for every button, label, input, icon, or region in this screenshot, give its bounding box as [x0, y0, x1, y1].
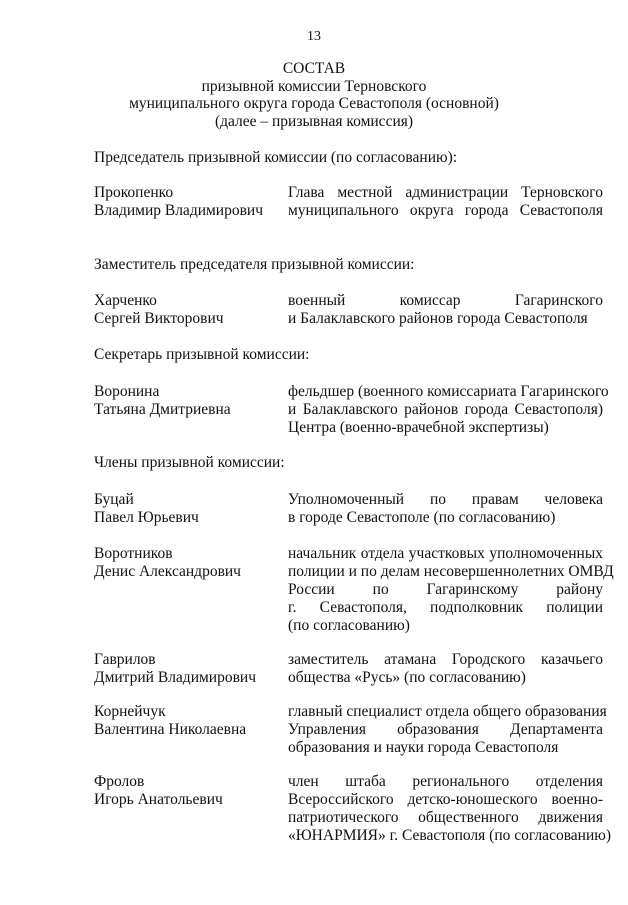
person-name: [94, 545, 284, 581]
description-line: Всероссийского детско-юношеского военно-: [288, 791, 603, 808]
person-name: [94, 383, 284, 419]
description-line: заместитель атамана Городского казачьего: [288, 651, 603, 668]
given-names: Павел Юрьевич: [94, 509, 199, 526]
given-names: Денис Александрович: [94, 563, 241, 580]
position-description: [288, 491, 603, 527]
description-line: главный специалист отдела общего образования: [288, 703, 607, 720]
position-description: [288, 292, 603, 328]
description-line: полиции и по делам несовершеннолетних ОМВД: [288, 563, 614, 580]
person-name: [94, 651, 284, 687]
description-line: военный комиссар Гагаринского: [288, 292, 603, 309]
description-line: (по согласованию): [288, 617, 410, 634]
description-line: в городе Севастополе (по согласованию): [288, 509, 556, 526]
description-line: России по Гагаринскому району: [288, 581, 603, 598]
section-heading-members: Члены призывной комиссии:: [94, 454, 285, 471]
section-heading-chairman: Председатель призывной комиссии (по согласованию):: [94, 149, 458, 166]
description-line: «ЮНАРМИЯ» г. Севастополя (по согласованию): [288, 827, 612, 844]
person-name: [94, 703, 284, 739]
surname: Гаврилов: [94, 651, 156, 668]
description-line: и Балаклавского районов города Севастополя): [288, 401, 603, 418]
given-names: Владимир Владимирович: [94, 202, 264, 219]
description-line: общества «Русь» (по согласованию): [288, 669, 526, 686]
description-line: начальник отдела участковых уполномоченных: [288, 545, 603, 562]
description-line: образования и науки города Севастополя: [288, 739, 559, 756]
header-line: (далее – призывная комиссия): [214, 112, 414, 130]
description-line: фельдшер (военного комиссариата Гагаринского: [288, 383, 609, 400]
position-description: [288, 773, 612, 845]
surname: Воротников: [94, 545, 173, 562]
page-number: 13: [307, 29, 321, 44]
section-heading-deputy: Заместитель председателя призывной комиссии:: [94, 256, 415, 273]
header-line: муниципального округа города Севастополя (основной): [129, 95, 499, 112]
surname: Харченко: [94, 292, 157, 309]
description-line: г. Севастополя, подполковник полиции: [288, 599, 603, 616]
position-description: [288, 383, 609, 437]
person-name: [94, 773, 284, 809]
description-line: патриотического общественного движения: [288, 809, 603, 826]
given-names: Дмитрий Владимирович: [94, 669, 257, 686]
position-description: [288, 545, 614, 635]
position-description: [288, 184, 603, 220]
surname: Прокопенко: [94, 184, 174, 201]
given-names: Валентина Николаевна: [94, 721, 247, 738]
given-names: Игорь Анатольевич: [94, 791, 223, 808]
person-name: [94, 292, 284, 328]
surname: Фролов: [94, 773, 145, 790]
document-header: [0, 60, 628, 130]
description-line: Уполномоченный по правам человека: [288, 491, 603, 508]
description-line: муниципального округа города Севастополя: [288, 202, 603, 219]
surname: Буцай: [94, 491, 134, 508]
position-description: [288, 703, 607, 757]
person-name: [94, 184, 284, 220]
description-line: и Балаклавского районов города Севастополя: [288, 310, 588, 327]
description-line: член штаба регионального отделения: [288, 773, 603, 790]
surname: Воронина: [94, 383, 160, 400]
header-line: призывной комиссии Терновского: [201, 77, 427, 95]
position-description: [288, 651, 603, 687]
given-names: Сергей Викторович: [94, 310, 224, 327]
section-heading-secretary: Секретарь призывной комиссии:: [94, 346, 310, 363]
given-names: Татьяна Дмитриевна: [94, 401, 231, 418]
surname: Корнейчук: [94, 703, 166, 720]
document-title: СОСТАВ: [282, 60, 346, 77]
person-name: [94, 491, 284, 527]
description-line: Глава местной администрации Терновского: [288, 184, 603, 201]
description-line: Управления образования Департамента: [288, 721, 603, 738]
description-line: Центра (военно-врачебной экспертизы): [288, 419, 549, 436]
